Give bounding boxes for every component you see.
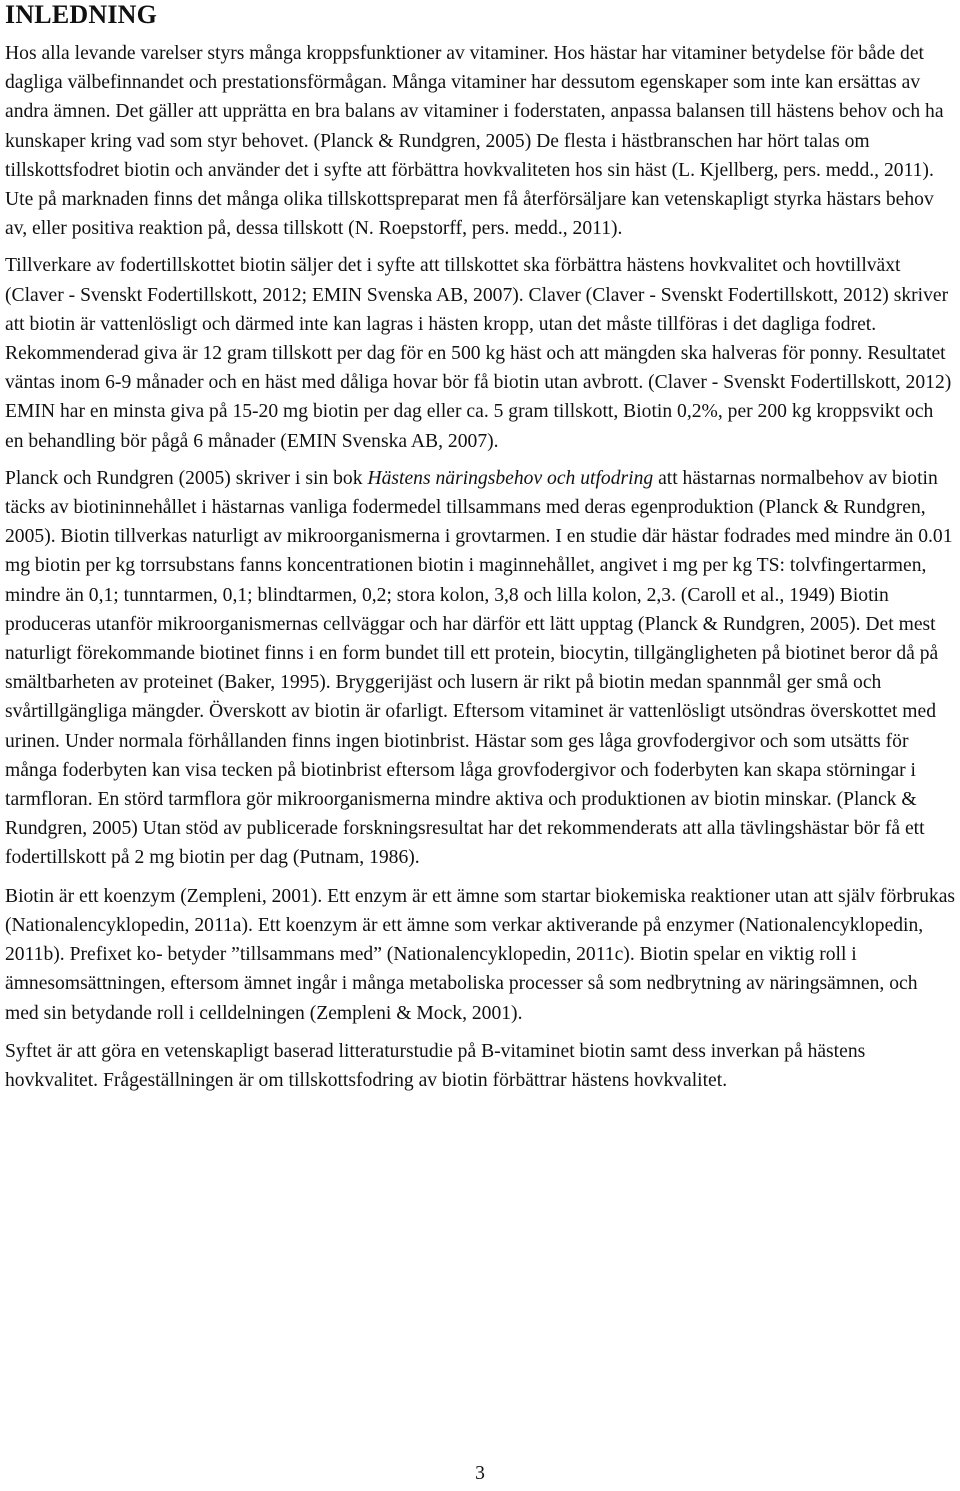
paragraph-text: Tillverkare av fodertillskottet biotin säljer det i syfte att tillskottet ska förbättra hästens hovkvalitet och hovtillväxt (Claver - Svenskt Fodertillskott, 2012; EMIN Svenska AB, 2007). Claver (Claver - Svenskt Fodertillskott, 2012) skriver att biotin är vattenlösligt och därmed inte kan lagras i hästen kropp, utan det måste tillföras i det dagliga fodret. Rekommenderad giva är 12 gram tillskott per dag för en 500 kg häst och att mängden ska halveras för ponny. Resultatet väntas inom 6-9 månader och en häst med dåliga hovar bör få biotin utan avbrott. (Claver - Svenskt Fodertillskott, 2012) EMIN har en minsta giva på 15-20 mg biotin per dag eller ca. 5 gram tillskott, Biotin 0,2%, per 200 kg kroppsvikt och en behandling bör pågå 6 månader (EMIN Svenska AB, 2007). (5, 255, 952, 452)
paragraph-purpose (5, 1037, 955, 1095)
paragraph-text: Biotin är ett koenzym (Zempleni, 2001). Ett enzym är ett ämne som startar biokemiska reaktioner utan att själv förbrukas (Nationalencyklopedin, 2011a). Ett koenzym är ett ämne som verkar aktiverande på enzymer (Nationalencyklopedin, 2011b). Prefixet ko- betyder ”tillsammans med” (Nationalencyklopedin, 2011c). Biotin spelar en viktig roll i ämnesomsättningen, eftersom ämnet ingår i många metaboliska processer så som nedbrytning av näringsämnen, och med sin betydande roll i celldelningen (Zempleni & Mock, 2001). (5, 885, 956, 1024)
paragraph-text: att hästarnas normalbehov av biotin täcks av biotininnehållet i hästarnas vanliga fodermedel tillsammans med deras egenproduktion (Planck & Rundgren, 2005). Biotin tillverkas naturligt av mikroorganismerna i grovtarmen. I en studie där hästar fodrades med mindre än 0.01 mg biotin per kg torrsubstans fanns koncentrationen biotin i maginnehållet, angivet i mg per kg TS: tolvfingertarmen, mindre än 0,1; tunntarmen, 0,1; blindtarmen, 0,2; stora kolon, 3,8 och lilla kolon, 2,3. (Caroll et al., 1949) Biotin produceras utanför mikroorganismernas cellväggar och har därför ett lätt upptag (Planck & Rundgren, 2005). Det mest naturligt förekommande biotinet finns i en form bundet till ett protein, biocytin, tillgängligheten på biotinet beror då på smältbarheten av proteinet (Baker, 1995). Bryggerijäst och lusern är rikt på biotin medan spannmål ger små och svårtillgängliga mängder. Överskott av biotin är ofarligt. Eftersom vitaminet är vattenlösligt utsöndras överskottet med urinen. Under normala förhållanden finns ingen biotinbrist. Hästar som ges låga grovfodergivor och som utsätts för många foderbyten kan visa tecken på biotinbrist eftersom låga grovfodergivor och foderbyten kan skapa störningar i tarmfloran. En störd tarmflora gör mikroorganismerna mindre aktiva och produktionen av biotin minskar. (Planck & Rundgren, 2005) Utan stöd av publicerade forskningsresultat har det rekommenderats att alla tävlingshästar bör få ett fodertillskott på 2 mg biotin per dag (Putnam, 1986). (5, 467, 953, 869)
paragraph-text: Planck och Rundgren (2005) skriver i sin bok (5, 467, 368, 489)
paragraph-introduction (5, 39, 955, 243)
section-heading: INLEDNING (5, 0, 158, 29)
paragraph-coenzyme (5, 882, 955, 1028)
book-title: Hästens näringsbehov och utfodring (367, 467, 654, 489)
page-number: 3 (475, 1463, 485, 1484)
paragraph-manufacturers (5, 251, 955, 455)
paragraph-text: Hos alla levande varelser styrs många kroppsfunktioner av vitaminer. Hos hästar har vitaminer betydelse för både det dagliga välbefinnandet och prestationsförmågan. Många vitaminer har dessutom egenskaper som inte kan ersättas av andra ämnen. Det gäller att upprätta en bra balans av vitaminer i foderstaten, anpassa balansen till hästens behov och ha kunskaper kring vad som styr behovet. (Planck & Rundgren, 2005) De flesta i hästbranschen har hört talas om tillskottsfodret biotin och använder det i syfte att förbättra hovkvaliteten hos sin häst (L. Kjellberg, pers. medd., 2011). Ute på marknaden finns det många olika tillskottspreparat men få återförsäljare kan vetenskapligt styrka hästars behov av, eller positiva reaktion på, dessa tillskott (N. Roepstorff, pers. medd., 2011). (5, 43, 944, 240)
document-page (5, 0, 955, 1095)
paragraph-planck-rundgren (5, 464, 955, 873)
paragraph-text: Syftet är att göra en vetenskapligt baserad litteraturstudie på B-vitaminet biotin samt dess inverkan på hästens hovkvalitet. Frågeställningen är om tillskottsfodring av biotin förbättrar hästens hovkvalitet. (5, 1040, 866, 1091)
